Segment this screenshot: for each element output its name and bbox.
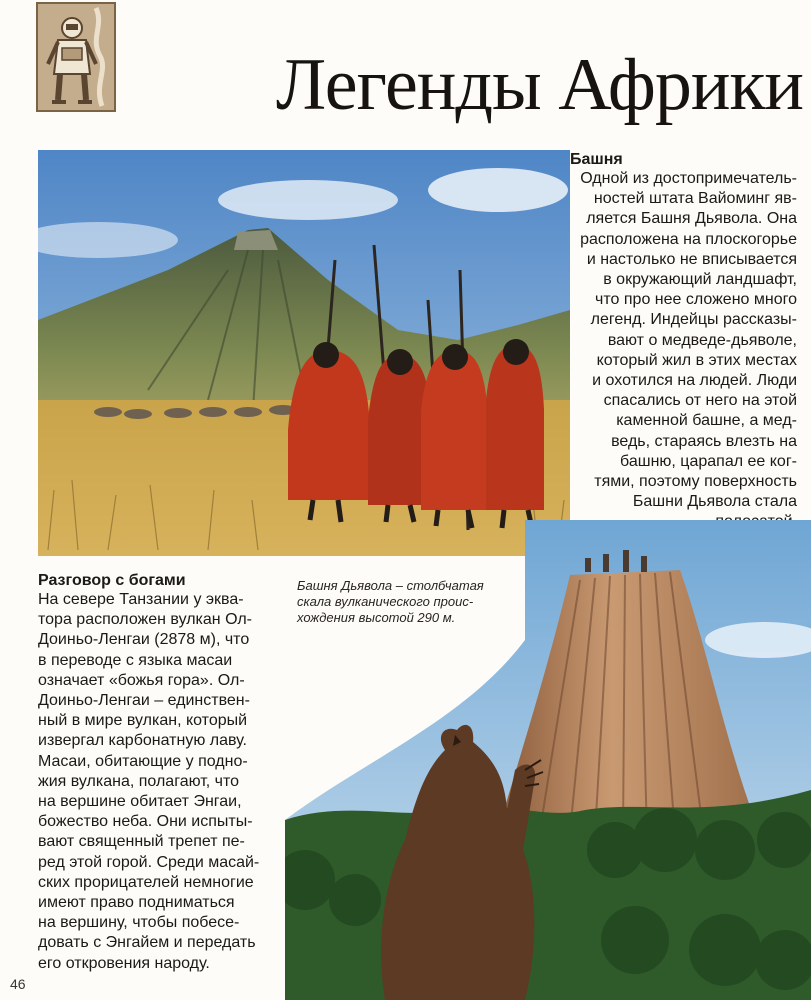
- text-line: жия вулкана, полагают, что: [38, 772, 240, 790]
- text-line: и настолько не вписывается: [586, 250, 797, 268]
- text-line: ских прорицателей немногие: [38, 873, 254, 891]
- text-line: в переводе с языка масаи: [38, 651, 233, 669]
- caption-line: Башня Дьявола – столбчатая: [297, 578, 484, 593]
- astronaut-figure-icon: [38, 4, 114, 110]
- text-line: расположена на плоскогорье: [580, 230, 797, 248]
- text-line: довать с Энгайем и передать: [38, 934, 256, 952]
- text-line: что про нее сложено много: [595, 291, 797, 309]
- text-line: извергал карбонатную лаву.: [38, 732, 247, 750]
- text-line: и охотился на людей. Люди: [592, 372, 797, 390]
- text-line: тора расположен вулкан Ол-: [38, 611, 253, 629]
- gods-heading: Разговор с богами: [38, 572, 186, 589]
- text-line: тями, поэтому поверхность: [594, 473, 797, 491]
- text-line: каменной башне, а мед-: [616, 412, 797, 430]
- text-line: Одной из достопримечатель-: [580, 170, 797, 187]
- text-line: имеют право подниматься: [38, 894, 235, 912]
- text-line: На севере Танзании у эква-: [38, 591, 244, 608]
- text-line: ред этой горой. Среди масай-: [38, 853, 260, 871]
- text-line: на вершину, чтобы побесе-: [38, 914, 240, 932]
- text-line: ный в мире вулкан, который: [38, 712, 248, 730]
- gods-text: [38, 590, 300, 974]
- text-line: Доиньо-Ленгаи (2878 м), что: [38, 631, 250, 649]
- text-line: легенд. Индейцы рассказы-: [590, 311, 797, 329]
- text-line: его откровения народу.: [38, 954, 210, 972]
- volcano-illustration: [38, 150, 570, 556]
- text-line: Доиньо-Ленгаи – единствен-: [38, 692, 250, 710]
- text-line: спасались от него на этой: [603, 392, 797, 410]
- chapter-emblem: [36, 2, 116, 112]
- text-line: башню, царапал ее ког-: [620, 452, 797, 470]
- text-line: в окружающий ландшафт,: [603, 271, 797, 289]
- page-title: Легенды Африки: [276, 44, 803, 126]
- text-line: Масаи, обитающие у подно-: [38, 752, 248, 770]
- text-line: на вершине обитает Энгаи,: [38, 793, 242, 811]
- tower-text: [560, 169, 797, 533]
- text-line: ведь, стараясь влезть на: [611, 432, 797, 450]
- text-line: который жил в этих местах: [596, 351, 797, 369]
- text-line: Башни Дьявола стала: [632, 493, 797, 511]
- tower-heading: Башня: [570, 151, 623, 168]
- caption-line: скала вулканического проис-: [297, 594, 474, 609]
- text-line: вают священный трепет пе-: [38, 833, 245, 851]
- text-line: божество неба. Они испыты-: [38, 813, 253, 831]
- text-line: ляется Башня Дьявола. Она: [586, 210, 797, 228]
- caption-line: хождения высотой 290 м.: [297, 610, 456, 625]
- text-line: означает «божья гора». Ол-: [38, 671, 245, 689]
- tower-caption: [297, 578, 527, 626]
- text-line: вают о медведе-дьяволе,: [607, 331, 797, 349]
- page-number: 46: [10, 976, 26, 992]
- text-line: ностей штата Вайоминг яв-: [593, 190, 797, 208]
